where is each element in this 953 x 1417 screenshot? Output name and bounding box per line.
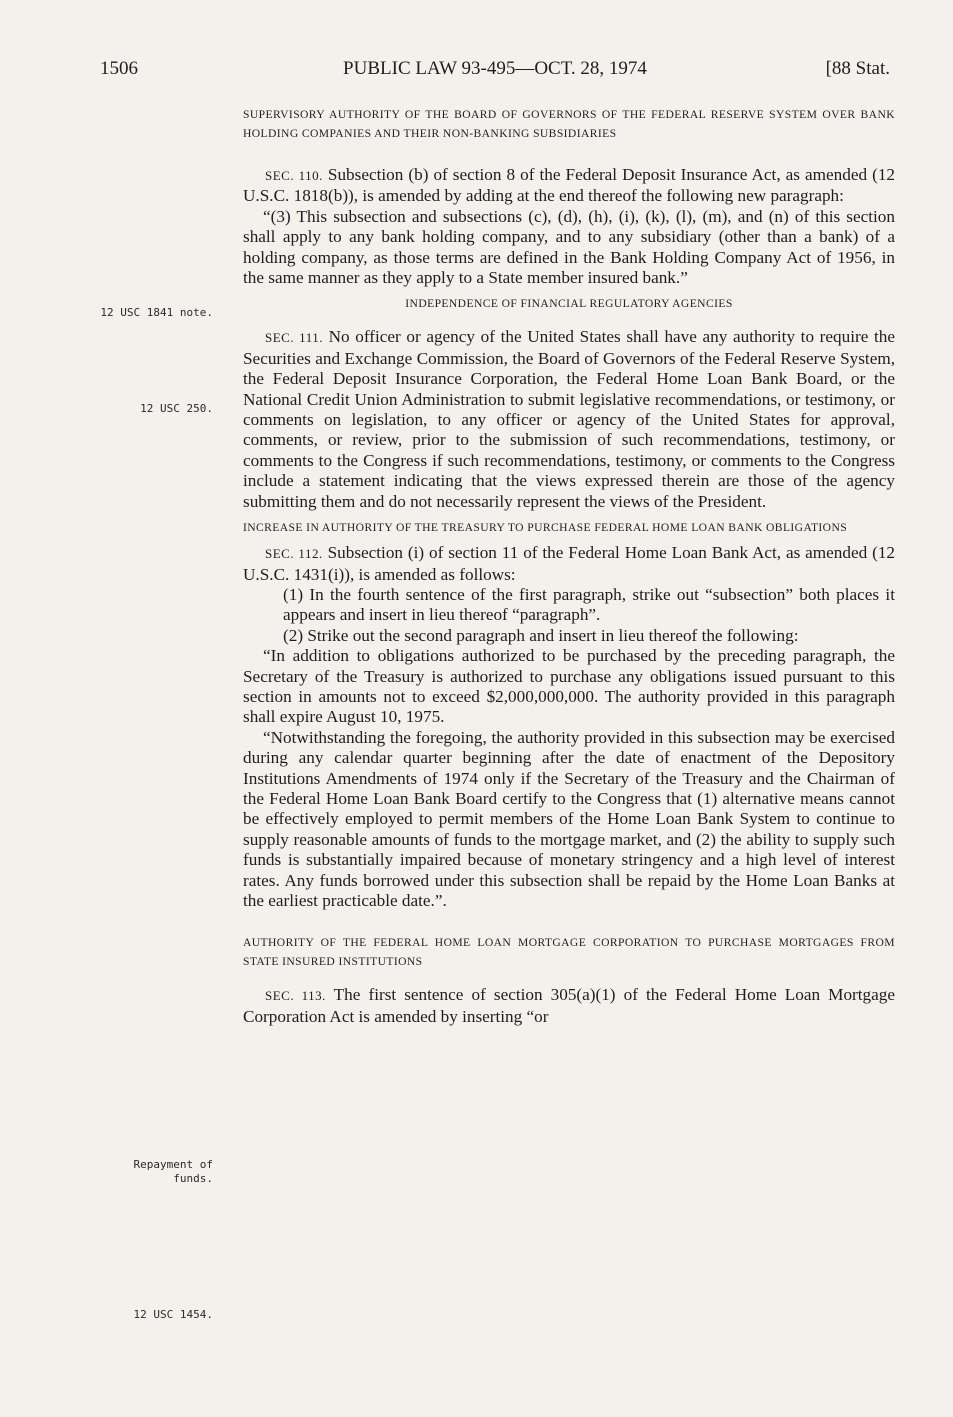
page-number: 1506 (100, 58, 138, 79)
section-112-quote-2: “Notwithstanding the foregoing, the authority provided in this subsection may be exercised during any calendar quarter beginning after the date of enactment of the Depository Institutions Amendments of 1974 only if the Secretary of the Treasury and the Chairman of the Federal Home Loan Bank Board certify to the Congress that (1) alternative means cannot be effectively employed to permit members of the Home Loan Bank System to continue to supply reasonable amounts of funds to the mortgage market, and (2) the ability to supply such funds is substantially impaired because of monetary stringency and a high level of interest rates. Any funds borrowed under this subsection shall be repaid by the Home Loan Banks at the earliest practicable date.”. (243, 727, 895, 910)
margin-note-1841: 12 USC 1841 note. (100, 306, 213, 319)
margin-note-repayment: Repayment of funds. (133, 1158, 213, 1185)
running-header (100, 58, 890, 88)
section-label: SEC. 110. (265, 168, 323, 183)
section-label: SEC. 113. (265, 988, 326, 1004)
section-112-text: SEC. 112. Subsection (i) of section 11 of the Federal Home Loan Bank Act, as amended (12 U.S.C. 1431(i)), is amended as follows: (243, 543, 896, 584)
margin-note-1454: 12 USC 1454. (133, 1308, 213, 1321)
section-111-caption: INDEPENDENCE OF FINANCIAL REGULATORY AGENCIES (405, 297, 733, 311)
section-112-caption: INCREASE IN AUTHORITY OF THE TREASURY TO PURCHASE FEDERAL HOME LOAN BANK OBLIGATIONS (243, 521, 848, 535)
section-110-quote: “(3) This subsection and subsections (c), (d), (h), (i), (k), (l), (m), and (n) of this section shall apply to any bank holding company, and to any subsidiary (other than a bank) of a holding company, as those terms are defined in the Bank Holding Company Act of 1956, in the same manner as they apply to a State member insured bank.” (243, 206, 895, 288)
section-110-caption: SUPERVISORY AUTHORITY OF THE BOARD OF GOVERNORS OF THE FEDERAL RESERVE SYSTEM OVER BANK HOLDING COMPANIES AND THEIR NON-BANKING SUBSIDIARIES (243, 108, 895, 140)
section-112-quote-1: “In addition to obligations authorized to be purchased by the preceding paragraph, the Secretary of the Treasury is authorized to purchase any obligations issued pursuant to this section in amounts not to exceed $2,000,000,000. The authority provided in this paragraph shall expire August 10, 1975. (243, 646, 895, 727)
document-body (243, 105, 895, 1027)
header-title: PUBLIC LAW 93-495—OCT. 28, 1974 (343, 58, 647, 79)
section-112-item-2: (2) Strike out the second paragraph and insert in lieu thereof the following: (283, 625, 799, 645)
section-113-text: SEC. 113. The first sentence of section 305(a)(1) of the Federal Home Loan Mortgage Corporation Act is amended by inserting “or (243, 985, 895, 1026)
section-110-text: SEC. 110. Subsection (b) of section 8 of the Federal Deposit Insurance Act, as amended (12 U.S.C. 1818(b)), is amended by adding at the end thereof the following new paragraph: (243, 165, 896, 206)
section-label: SEC. 111. (265, 330, 323, 346)
section-label: SEC. 112. (265, 546, 323, 562)
section-113-caption: AUTHORITY OF THE FEDERAL HOME LOAN MORTGAGE CORPORATION TO PURCHASE MORTGAGES FROM STATE INSURED INSTITUTIONS (243, 936, 895, 969)
statute-volume: [88 Stat. (825, 58, 890, 79)
section-111-text: SEC. 111. No officer or agency of the United States shall have any authority to require the Securities and Exchange Commission, the Board of Governors of the Federal Reserve System, the Federal Deposit Insurance Corporation, the Federal Home Loan Bank Board, or the National Credit Union Administration to submit legislative recommendations, or testimony, or comments on legislation, to any officer or agency of the United States for approval, comments, or review, prior to the submission of such recommendations, testimony, or comments to the Congress if such recommendations, testimony, or comments to the Congress include a statement indicating that the views expressed therein are those of the agency submitting them and do not necessarily represent the views of the President. (243, 327, 895, 511)
margin-note-250: 12 USC 250. (140, 402, 213, 415)
section-112-item-1: (1) In the fourth sentence of the first paragraph, strike out “subsection” both places it appears and insert in lieu thereof “paragraph”. (283, 584, 895, 625)
